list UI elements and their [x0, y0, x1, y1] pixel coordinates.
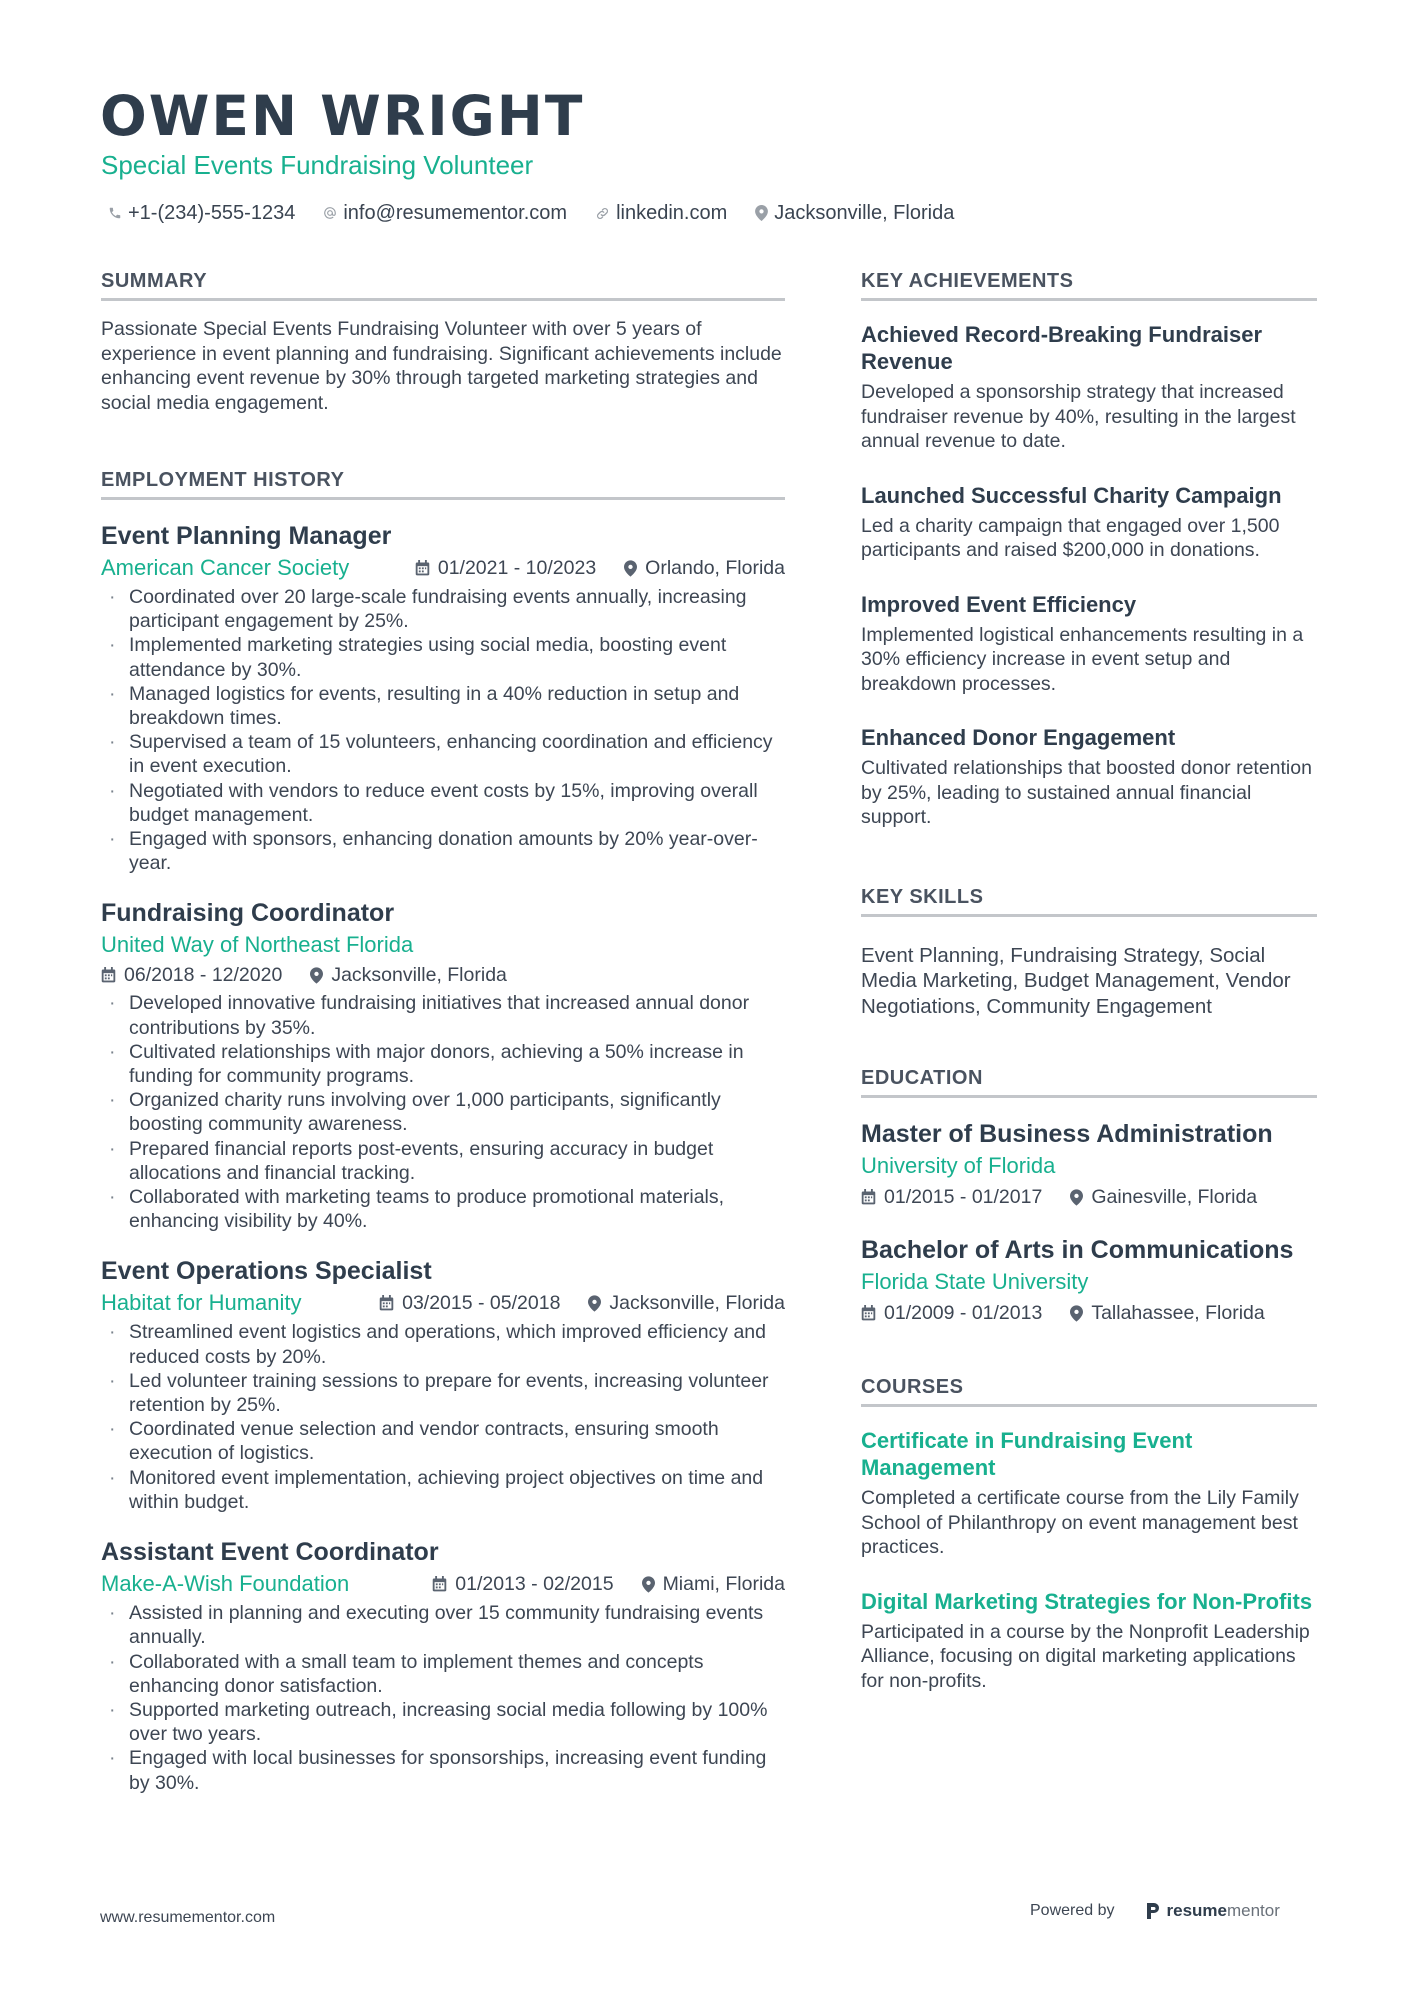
achievement-desc: Developed a sponsorship strategy that increased fundraiser revenue by 40%, resulting in the largest annual revenue to date. [861, 381, 1296, 452]
company-name: Habitat for Humanity [101, 1290, 302, 1316]
achievement-item [861, 591, 1317, 697]
right-column [861, 268, 1317, 1693]
job-dates [415, 557, 596, 580]
education-meta [861, 1182, 1317, 1212]
education-section [861, 1065, 1317, 1328]
calendar-icon [861, 1305, 876, 1321]
achievement-item [861, 482, 1317, 563]
bullet-item: · Supported marketing outreach, increasing social media following by 100% over two years. [109, 1698, 768, 1746]
location-pin-icon [624, 560, 637, 577]
job-bullets [101, 1601, 785, 1795]
job-entry [101, 1255, 785, 1514]
course-desc: Participated in a course by the Nonprofit Leadership Alliance, focusing on digital marketing applications for non-profits. [861, 1620, 1310, 1692]
location-pin-icon [310, 967, 323, 984]
brand-name-light: mentor [1226, 1901, 1280, 1920]
bullet-item: · Cultivated relationships with major donors, achieving a 50% increase in funding for community programs. [109, 1040, 744, 1088]
courses-heading: COURSES [861, 1374, 1317, 1407]
company-name: American Cancer Society [101, 555, 350, 580]
brand-name-bold: resume [1166, 1901, 1227, 1920]
job-dates [432, 1573, 613, 1596]
location-text: Jacksonville, Florida [774, 201, 955, 224]
bullet-item: · Organized charity runs involving over 1,000 participants, significantly boosting community awareness. [109, 1089, 721, 1136]
course-desc: Completed a certificate course from the Lily Family School of Philanthropy on event management best practices. [861, 1487, 1299, 1558]
bullet-item: · Coordinated over 20 large-scale fundraising events annually, increasing participant engagement by 25%. [109, 586, 747, 633]
bullet-item: · Collaborated with marketing teams to produce promotional materials, enhancing visibility by 40%. [109, 1186, 725, 1233]
education-dates-text: 01/2015 - 01/2017 [884, 1185, 1043, 1208]
achievements-heading: KEY ACHIEVEMENTS [861, 268, 1317, 301]
job-location [624, 557, 785, 580]
job-dates-text: 06/2018 - 12/2020 [124, 963, 283, 986]
bullet-item: · Prepared financial reports post-events, ensuring accuracy in budget allocations and financial tracking. [109, 1137, 714, 1184]
resumementor-logo-icon [1145, 1901, 1161, 1921]
job-location-text: Miami, Florida [662, 1572, 785, 1595]
job-dates-text: 01/2013 - 02/2015 [455, 1572, 614, 1595]
job-meta [101, 961, 785, 989]
job-location-text: Orlando, Florida [645, 556, 785, 579]
education-location-text: Tallahassee, Florida [1091, 1301, 1265, 1324]
phone-icon [108, 206, 122, 220]
achievement-desc: Implemented logistical enhancements resulting in a 30% efficiency increase in event setup and breakdown processes. [861, 623, 1304, 695]
job-title: Event Operations Specialist [101, 1257, 432, 1286]
education-location-text: Gainesville, Florida [1091, 1185, 1258, 1208]
education-location [1070, 1302, 1264, 1325]
education-location [1070, 1186, 1257, 1209]
at-icon [323, 206, 337, 220]
achievement-title: Launched Successful Charity Campaign [861, 482, 1282, 508]
job-entry [101, 1536, 785, 1795]
education-dates [861, 1186, 1042, 1209]
location-pin-icon [642, 1576, 655, 1593]
education-dates [861, 1302, 1042, 1325]
job-dates [379, 1292, 560, 1315]
education-item [861, 1118, 1317, 1212]
job-title: Assistant Event Coordinator [101, 1538, 439, 1567]
degree-title: Master of Business Administration [861, 1120, 1273, 1148]
powered-by-label: Powered by [1030, 1902, 1115, 1919]
email-text: info@resumementor.com [343, 201, 568, 224]
calendar-icon [101, 967, 116, 983]
contact-linkedin[interactable] [595, 202, 727, 225]
education-dates-text: 01/2009 - 01/2013 [884, 1301, 1043, 1324]
job-location [588, 1292, 785, 1315]
contact-email[interactable] [323, 202, 567, 225]
company-name: Make-A-Wish Foundation [101, 1571, 350, 1597]
contact-bar [108, 198, 982, 228]
job-dates-text: 01/2021 - 10/2023 [437, 556, 597, 579]
education-item [861, 1234, 1317, 1328]
bullet-item: · Collaborated with a small team to implement themes and concepts enhancing donor satisfaction. [109, 1650, 704, 1697]
bullet-item: · Monitored event implementation, achieving project objectives on time and within budget. [109, 1466, 764, 1513]
job-meta [101, 1569, 785, 1599]
bullet-item: · Coordinated venue selection and vendor contracts, ensuring smooth execution of logistics. [109, 1418, 719, 1465]
bullet-item: · Implemented marketing strategies using social media, boosting event attendance by 30%. [109, 634, 727, 681]
calendar-icon [432, 1576, 447, 1592]
achievements-section [861, 268, 1317, 830]
job-bullets [101, 991, 785, 1233]
contact-phone[interactable] [108, 202, 295, 225]
brand-logo[interactable] [1145, 1901, 1280, 1921]
school-name: Florida State University [861, 1269, 1089, 1294]
summary-heading: SUMMARY [101, 268, 785, 301]
course-title: Certificate in Fundraising Event Management [861, 1428, 1193, 1480]
phone-text: +1-(234)-555-1234 [128, 201, 296, 224]
job-dates-text: 03/2015 - 05/2018 [402, 1291, 561, 1314]
bullet-item: · Assisted in planning and executing over 15 community fundraising events annually. [109, 1602, 764, 1649]
achievement-title: Achieved Record-Breaking Fundraiser Revenue [861, 322, 1263, 374]
achievement-title: Improved Event Efficiency [861, 591, 1137, 617]
job-location-text: Jacksonville, Florida [331, 963, 507, 986]
footer-powered [1030, 1901, 1280, 1921]
achievement-desc: Cultivated relationships that boosted donor retention by 25%, leading to sustained annual financial support. [861, 757, 1312, 828]
employment-heading: EMPLOYMENT HISTORY [101, 467, 785, 500]
course-title: Digital Marketing Strategies for Non-Profits [861, 1588, 1313, 1614]
bullet-item: · Streamlined event logistics and operations, which improved efficiency and reduced costs by 20%. [109, 1321, 766, 1368]
bullet-item: · Negotiated with vendors to reduce event costs by 15%, improving overall budget management. [109, 779, 758, 826]
job-location [310, 964, 507, 987]
job-meta [101, 553, 785, 583]
job-title: Fundraising Coordinator [101, 899, 395, 928]
employment-section [101, 467, 785, 1795]
education-meta [861, 1298, 1317, 1328]
summary-text: Passionate Special Events Fundraising Volunteer with over 5 years of experience in event planning and fundraising. Significant achievements include enhancing event revenue by 30% through targeted marketing strategies and social media engagement. [101, 318, 782, 414]
job-entry [101, 520, 785, 875]
summary-section [101, 268, 785, 415]
footer-website[interactable]: www.resumementor.com [100, 1909, 276, 1926]
location-pin-icon [1070, 1305, 1083, 1322]
job-title: Event Planning Manager [101, 522, 392, 550]
bullet-item: · Supervised a team of 15 volunteers, enhancing coordination and efficiency in event execution. [109, 731, 773, 778]
skills-section [861, 884, 1317, 1020]
course-item [861, 1588, 1317, 1694]
education-heading: EDUCATION [861, 1065, 1317, 1098]
bullet-item: · Engaged with local businesses for sponsorships, increasing event funding by 30%. [109, 1747, 767, 1794]
degree-title: Bachelor of Arts in Communications [861, 1236, 1294, 1264]
bullet-item: · Managed logistics for events, resulting in a 40% reduction in setup and breakdown times. [109, 682, 740, 730]
left-column [101, 268, 785, 1795]
link-icon [595, 206, 610, 221]
job-bullets [101, 1320, 785, 1514]
job-location [642, 1573, 785, 1596]
skills-heading: KEY SKILLS [861, 884, 1317, 917]
candidate-name: OWEN WRIGHT [100, 84, 585, 148]
achievement-title: Enhanced Donor Engagement [861, 725, 1176, 750]
job-entry [101, 897, 785, 1233]
calendar-icon [415, 560, 430, 576]
job-location-text: Jacksonville, Florida [609, 1291, 785, 1314]
company-name: United Way of Northeast Florida [101, 932, 414, 958]
contact-location [755, 202, 954, 225]
calendar-icon [861, 1189, 876, 1205]
school-name: University of Florida [861, 1153, 1056, 1178]
job-meta [101, 1288, 785, 1318]
job-dates [101, 964, 282, 987]
skills-text: Event Planning, Fundraising Strategy, Social Media Marketing, Budget Management, Vendor Negotiations, Community Engagement [861, 943, 1291, 1018]
bullet-item: · Engaged with sponsors, enhancing donation amounts by 20% year-over-year. [109, 828, 758, 875]
job-bullets [101, 585, 785, 875]
calendar-icon [379, 1295, 394, 1311]
bullet-item: · Developed innovative fundraising initiatives that increased annual donor contributions by 35%. [109, 992, 750, 1039]
course-item [861, 1427, 1317, 1560]
bullet-item: · Led volunteer training sessions to prepare for events, increasing volunteer retention by 25%. [109, 1369, 769, 1417]
location-pin-icon [755, 205, 768, 221]
candidate-title: Special Events Fundraising Volunteer [101, 150, 534, 180]
achievement-desc: Led a charity campaign that engaged over 1,500 participants and raised $200,000 in donations. [861, 514, 1280, 561]
linkedin-text: linkedin.com [616, 201, 728, 224]
location-pin-icon [1070, 1189, 1083, 1206]
achievement-item [861, 724, 1317, 830]
achievement-item [861, 321, 1317, 454]
location-pin-icon [588, 1295, 601, 1312]
courses-section [861, 1374, 1317, 1693]
